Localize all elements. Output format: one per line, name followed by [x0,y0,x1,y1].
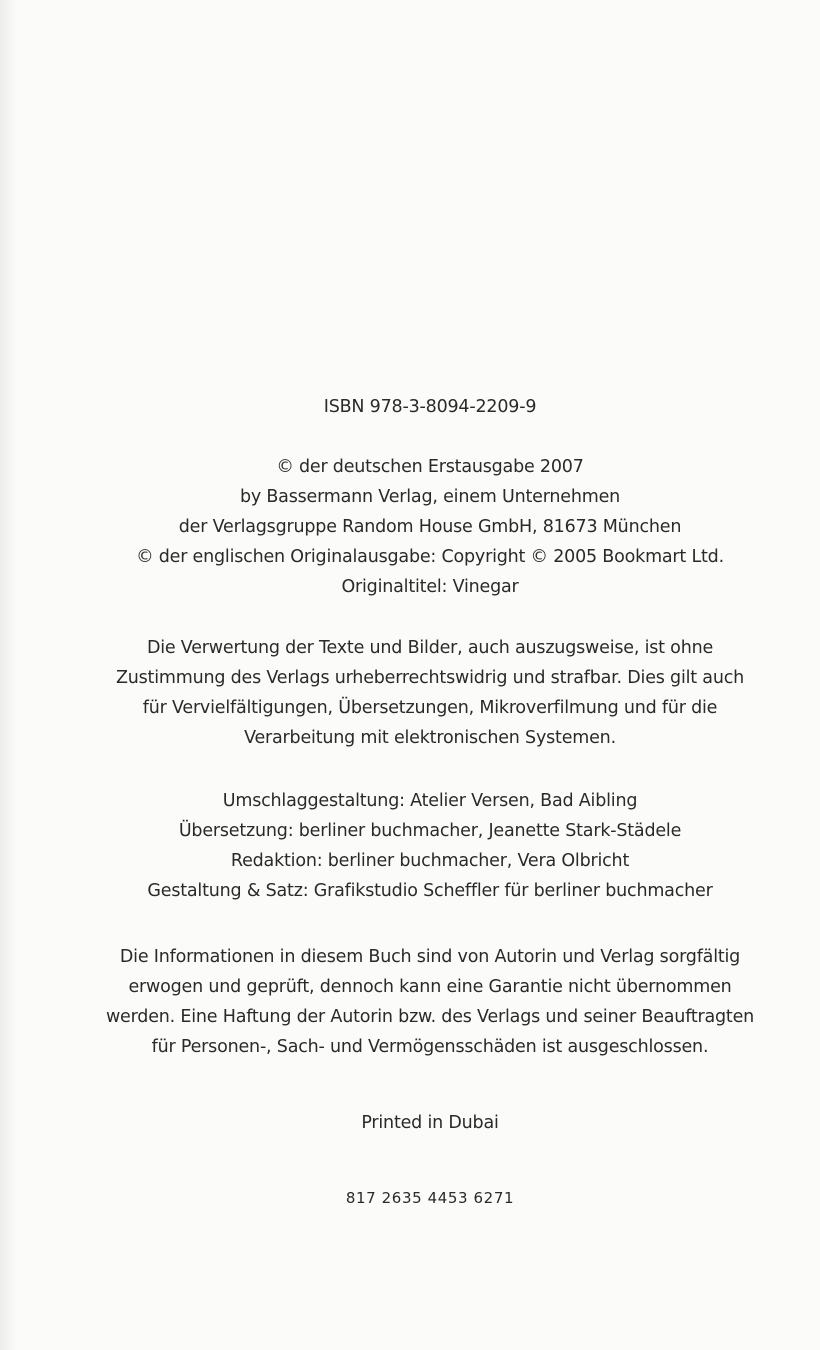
legal-line: Die Verwertung der Texte und Bilder, auch auszugsweise, ist ohne [146,638,714,658]
copyright-line: © der englischen Originalausgabe: Copyright © 2005 Bookmart Ltd. [136,547,724,567]
disclaimer-line: für Personen-, Sach- und Vermögensschäden ist ausgeschlossen. [151,1037,709,1057]
copyright-line: © der deutschen Erstausgabe 2007 [276,457,584,477]
print-code-block [40,1183,820,1213]
page-edge-shadow [0,0,18,1350]
credit-editing: Redaktion: berliner buchmacher, Vera Olbricht [230,851,630,871]
copyright-line: by Bassermann Verlag, einem Unternehmen [239,487,621,507]
credit-typesetting: Gestaltung & Satz: Grafikstudio Scheffler für berliner buchmacher [147,881,713,901]
copyright-line: der Verlagsgruppe Random House GmbH, 81673 München [178,517,682,537]
isbn-block [40,392,820,422]
credit-translation: Übersetzung: berliner buchmacher, Jeanette Stark-Städele [178,821,682,841]
legal-notice [40,633,820,753]
legal-line: Verarbeitung mit elektronischen Systemen. [244,728,616,748]
disclaimer-line: Die Informationen in diesem Buch sind von Autorin und Verlag sorgfältig [119,947,741,967]
legal-line: Zustimmung des Verlags urheberrechtswidrig und strafbar. Dies gilt auch [115,668,745,688]
disclaimer-block [40,942,820,1062]
credit-cover-design: Umschlaggestaltung: Atelier Versen, Bad Aibling [222,791,638,811]
credits-block [40,786,820,906]
printed-in-text: Printed in Dubai [361,1113,499,1133]
copyright-block [40,452,820,602]
disclaimer-line: werden. Eine Haftung der Autorin bzw. des Verlags und seiner Beauftragten [105,1007,755,1027]
legal-line: für Vervielfältigungen, Übersetzungen, Mikroverfilmung und für die [142,698,718,718]
printed-block [40,1108,820,1138]
original-title: Originaltitel: Vinegar [341,577,519,597]
disclaimer-line: erwogen und geprüft, dennoch kann eine Garantie nicht übernommen [128,977,732,997]
isbn-text: ISBN 978-3-8094-2209-9 [323,397,537,417]
print-code: 817 2635 4453 6271 [345,1189,515,1207]
